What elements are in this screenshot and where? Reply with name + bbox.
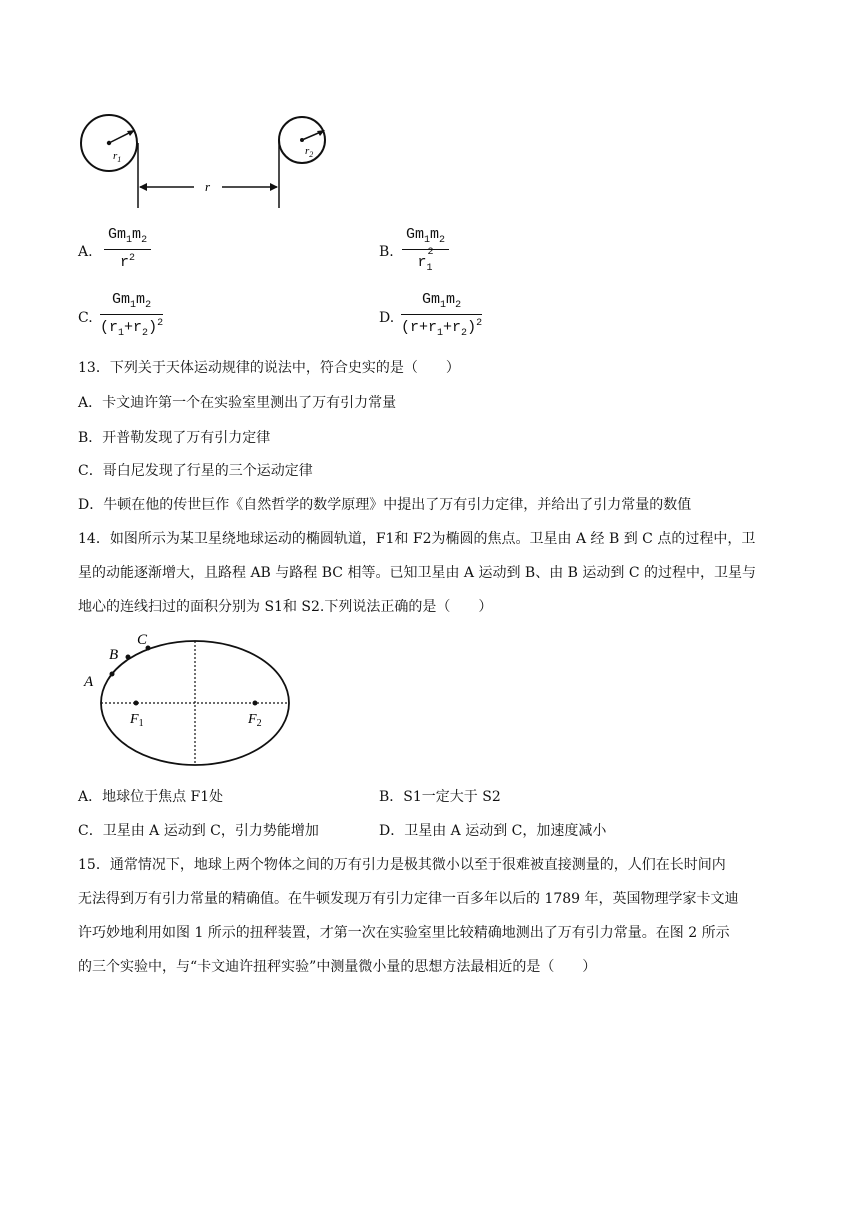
option-letter: D. [379,310,395,326]
q13-option-d[interactable]: D．牛顿在他的传世巨作《自然哲学的数学原理》中提出了万有引力定律，并给出了引力常量的数值 [78,497,692,513]
label-f1: $F_1$ [130,712,144,729]
option-letter: C. [78,310,93,326]
ellipse-orbit-figure [80,628,295,770]
label-r1: $r_1$ [113,150,122,164]
option-letter: B. [379,244,394,260]
distance-arrowhead-left [139,183,147,191]
q15-line2: 无法得到万有引力常量的精确值。在牛顿发现万有引力定律一百多年以后的 1789 年，英国物理学家卡文迪 [78,891,739,907]
label-f2: $F_2$ [248,712,262,729]
point-b [126,655,131,660]
label-r2: $r_2$ [305,145,314,159]
q14-stem-line2: 星的动能逐渐增大，且路程 AB 与路程 BC 相等。已知卫星由 A 运动到 B、由 B 运动到 C 的过程中，卫星与 [78,565,757,581]
q14-option-d[interactable]: D．卫星由 A 运动到 C，加速度减小 [379,823,607,839]
q14-stem-line1: 14．如图所示为某卫星绕地球运动的椭圆轨道，F1和 F2为椭圆的焦点。卫星由 A 经 B 到 C 点的过程中，卫 [78,531,756,547]
focus-f2 [253,701,258,706]
q13-stem: 13．下列关于天体运动规律的说法中，符合史实的是（ ） [78,360,460,376]
formula-d: $\frac{Gm_1m_2}{(r+r_1+r_2)^2}$ [401,291,483,339]
formula-a: $\frac{Gm_1m_2}{r^2}$ [104,226,151,271]
distance-arrowhead-right [270,183,278,191]
q14-option-c[interactable]: C．卫星由 A 运动到 C，引力势能增加 [78,823,319,839]
q15-line4: 的三个实验中，与“卡文迪许扭秤实验”中测量微小量的思想方法最相近的是（ ） [78,959,597,975]
label-b: B [109,647,119,663]
formula-c: $\frac{Gm_1m_2}{(r_1+r_2)^2}$ [100,291,164,339]
formula-b: $\frac{Gm_1m_2}{r_1^2}$ [402,226,449,274]
two-spheres-figure [76,110,346,210]
option-letter: A. [78,244,93,260]
point-a [110,672,115,677]
q13-option-a[interactable]: A．卡文迪许第一个在实验室里测出了万有引力常量 [78,395,397,411]
label-a: A [84,674,94,690]
label-c: C [137,632,148,648]
q13-option-b[interactable]: B．开普勒发现了万有引力定律 [78,430,271,446]
focus-f1 [134,701,139,706]
q13-option-c[interactable]: C．哥白尼发现了行星的三个运动定律 [78,463,313,479]
q15-line3: 许巧妙地利用如图 1 所示的扭秤装置，才第一次在实验室里比较精确地测出了万有引力常量。在图 2 所示 [78,925,730,941]
q14-option-b[interactable]: B．S1一定大于 S2 [379,789,501,805]
q14-stem-line3: 地心的连线扫过的面积分别为 S1和 S2.下列说法正确的是（ ） [78,599,493,615]
q14-option-a[interactable]: A．地球位于焦点 F1处 [78,789,224,805]
label-r: r [205,179,211,194]
q15-line1: 15．通常情况下，地球上两个物体之间的万有引力是极其微小以至于很难被直接测量的，人们在长时间内 [78,857,726,873]
